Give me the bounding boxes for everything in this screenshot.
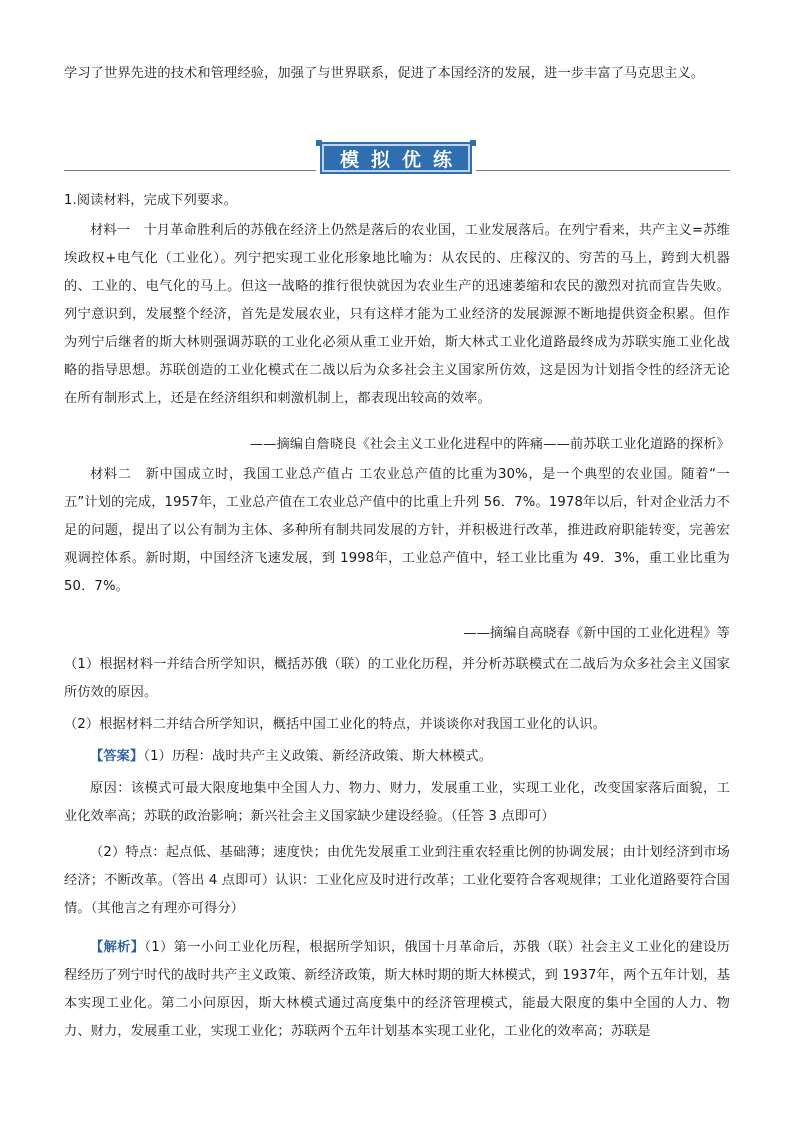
section-banner (64, 140, 730, 180)
material-two-source: ——摘编自高晓春《新中国的工业化进程》等 (463, 626, 730, 641)
answer-tag: 【答案】 (90, 749, 144, 764)
analysis-text: （1）第一小问工业化历程，根据所学知识，俄国十月革命后，苏俄（联）社会主义工业化的建设历程经历了列宁时代的战时共产主义政策、新经济政策，斯大林时期的斯大林模式，到 1937年，两个五年计划，基本实现工业化。第二小问原因，斯大林模式通过高度集中的经济管理模式，能最大限度的集中全国的人力、物力、财力，发展重工业，实现工业化；苏联两个五年计划基本实现工业化，工业化的效率高；苏联是 (64, 940, 730, 1039)
banner-title: 模拟优练 (339, 148, 464, 171)
material-one: 材料一 十月革命胜利后的苏俄在经济上仍然是落后的农业国，工业发展落后。在列宁看来，共产主义=苏维埃政权+电气化（工业化）。列宁把实现工业化形象地比喻为：从农民的、庄稼汉的、穷苦的马上，跨到大机器的、工业的、电气化的马上。但这一战略的推行很快就因为农业生产的迅速萎缩和农民的激烈对抗而宣告失败。列宁意识到，发展整个经济，首先是发展农业，只有这样才能为工业经济的发展源源不断地提供资金积累。但作为列宁后继者的斯大林则强调苏联的工业化必须从重工业开始，斯大林式工业化道路最终成为苏联实施工业化战略的指导思想。苏联创造的工业化模式在二战以后为众多社会主义国家所仿效，这是因为计划指令性的经济无论在所有制形式上，还是在经济组织和刺激机制上，都表现出较高的效率。 (64, 223, 730, 406)
material-two: 材料二 新中国成立时，我国工业总产值占 工农业总产值的比重为30%，是一个典型的农业国。随着“一五”计划的完成，1957年，工业总产值在工农业总产值中的比重上升列 56．7%。1978年以后，针对企业活力不足的问题，提出了以公有制为主体、多种所有制共同发展的方针，并积极进行改革，推进政府职能转变，完善宏观调控体系。新时期，中国经济飞速发展，到 1998年，工业总产值中，轻工业比重为 49．3%，重工业比重为 50．7%。 (64, 467, 730, 594)
material-one-source: ——摘编自詹晓良《社会主义工业化进程中的阵痛——前苏联工业化道路的探析》 (249, 437, 730, 452)
answer-reason: 原因：该模式可最大限度地集中全国人力、物力、财力，发展重工业，实现工业化，改变国家落后面貌，工业化效率高；苏联的政治影响；新兴社会主义国家缺少建设经验。（任答 3 点即可） (64, 781, 730, 824)
analysis-tag: 【解析】 (90, 940, 145, 955)
answer-part-2: （2）特点：起点低、基础薄；速度快；由优先发展重工业到注重农轻重比例的协调发展；由计划经济到市场经济；不断改革。（答出 4 点即可）认识：工业化应及时进行改革；工业化要符合客观规律；工业化道路要符合国情。（其他言之有理亦可得分） (64, 845, 730, 916)
answer-part-1: （1）历程：战时共产主义政策、新经济政策、斯大林模式。 (143, 749, 493, 764)
question-title: 1.阅读材料，完成下列要求。 (64, 193, 237, 208)
sub-question-1: （1）根据材料一并结合所学知识，概括苏俄（联）的工业化历程，并分析苏联模式在二战后为众多社会主义国家所仿效的原因。 (64, 657, 730, 700)
banner-plate (322, 144, 470, 172)
analysis-paragraph (64, 934, 730, 1046)
sub-question-2: （2）根据材料二并结合所学知识，概括中国工业化的特点，并谈谈你对我国工业化的认识。 (64, 717, 607, 732)
carryover-paragraph: 学习了世界先进的技术和管理经验，加强了与世界联系，促进了本国经济的发展，进一步丰富了马克思主义。 (64, 66, 705, 81)
answer-line-1 (64, 743, 730, 771)
banner-corner-right (470, 140, 476, 146)
banner-frame (316, 140, 476, 178)
